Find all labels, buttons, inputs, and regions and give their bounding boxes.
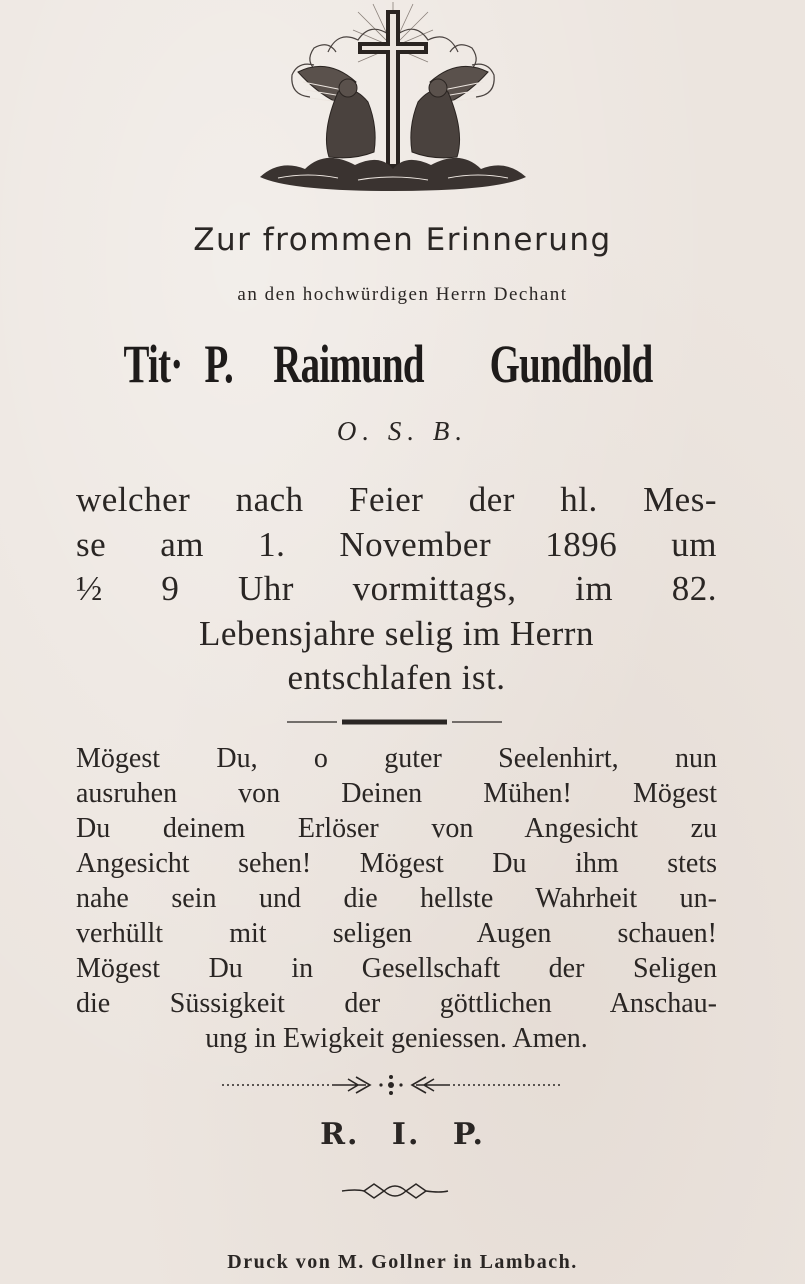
printer-credit: Druck von M. Gollner in Lambach. (227, 1251, 578, 1273)
arrow-ornament-icon (222, 1071, 560, 1099)
prayer-line: die Süssigkeit der göttlichen Anschau- (76, 988, 717, 1019)
name-part-title: Tit· (123, 334, 183, 394)
death-notice-line: ½ 9 Uhr vormittags, im 82. (76, 569, 717, 608)
flourish-ornament-icon (340, 1176, 450, 1206)
death-notice-line: welcher nach Feier der hl. Mes- (76, 480, 717, 519)
prayer-line: Mögest Du in Gesellschaft der Seligen (76, 953, 717, 984)
prayer-line: ung in Ewigkeit geniessen. Amen. (205, 1023, 588, 1054)
death-notice-line: Lebensjahre selig im Herrn (199, 613, 594, 653)
death-notice-line: se am 1. November 1896 um (76, 524, 717, 564)
name-part-first: Raimund (272, 334, 424, 394)
prayer-line: Mögest Du, o guter Seelenhirt, nun (76, 743, 717, 774)
card-subtitle: an den hochwürdigen Herrn Dechant (237, 284, 568, 305)
card-title: Zur frommen Erinnerung (193, 222, 612, 258)
prayer-line: ausruhen von Deinen Mühen! Mögest (76, 778, 717, 809)
cross-with-angels-icon (258, 2, 528, 198)
name-part-last: Gundhold (489, 334, 653, 394)
religious-order: O. S. B. (336, 416, 469, 446)
prayer-line: Du deinem Erlöser von Angesicht zu (76, 813, 717, 844)
death-notice-line: entschlafen ist. (287, 658, 506, 697)
deceased-name (112, 326, 684, 402)
prayer-line: verhüllt mit seligen Augen schauen! (76, 918, 717, 949)
prayer-line: Angesicht sehen! Mögest Du ihm stets (76, 848, 717, 879)
rip-text: R. I. P. (320, 1117, 485, 1152)
name-part-abbrev: P. (204, 334, 234, 394)
prayer-line: nahe sein und die hellste Wahrheit un- (76, 883, 717, 914)
death-notice (76, 478, 717, 701)
prayer-text (76, 741, 717, 1056)
rule-divider-icon (287, 718, 502, 726)
